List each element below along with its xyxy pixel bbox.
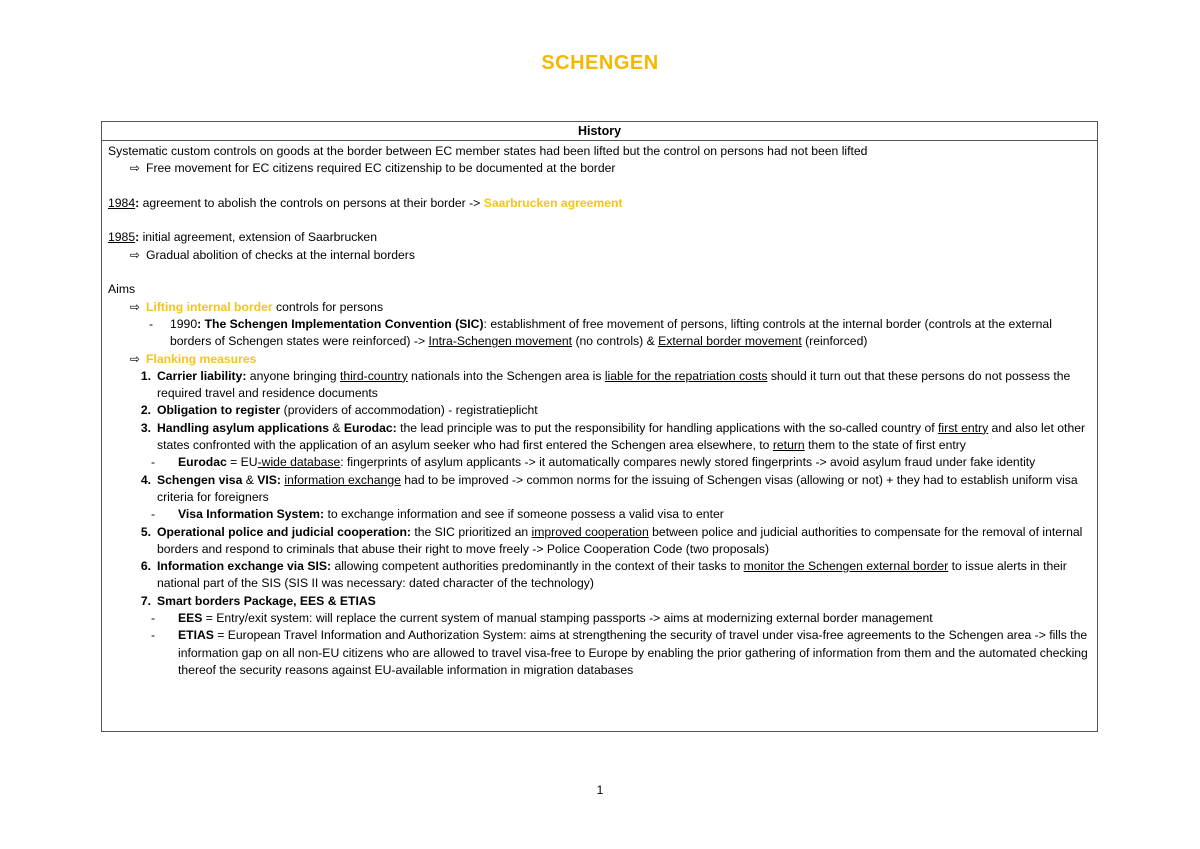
saarbrucken-highlight: Saarbrucken agreement xyxy=(483,195,623,210)
list-item-7-etias: - ETIAS = European Travel Information and Authorization System: aims at strengthening the security of travel under visa-free agreements to the Schengen area -> fills the information gap on all non-EU citizens who are allowed to travel visa-free to Europe by enabling the prior gathering of information from them and the automated checking thereof the security reasons against EU-available information in migration databases xyxy=(151,628,1088,677)
table-header: History xyxy=(102,122,1097,141)
bullet-free-movement xyxy=(108,160,1091,177)
entry-1985: 1985: initial agreement, extension of Saarbrucken xyxy=(108,230,377,245)
arrow-bullet-icon: ⇨ xyxy=(129,161,140,176)
year-1984: 1984 xyxy=(108,195,136,210)
arrow-bullet-icon: ⇨ xyxy=(129,299,140,314)
document-title: SCHENGEN xyxy=(541,52,659,74)
arrow-bullet-icon: ⇨ xyxy=(129,351,140,366)
arrow-bullet-icon: ⇨ xyxy=(129,247,140,262)
bullet-lifting: ⇨ Lifting internal border controls for persons xyxy=(108,299,1091,316)
history-table xyxy=(101,121,1098,732)
aims-label: Aims xyxy=(108,282,136,297)
year-1985: 1985 xyxy=(108,230,136,245)
list-item-5: 5. Operational police and judicial cooperation: the SIC prioritized an improved cooperation between police and judicial authorities to compensate for the removal of internal borders and respond to criminals that abuse their right to move freely -> Police Cooperation Code (two proposals) xyxy=(140,524,1083,556)
page-number: 1 xyxy=(596,783,604,797)
bullet-gradual-abolition: ⇨ Gradual abolition of checks at the internal borders xyxy=(108,247,1091,264)
table-content xyxy=(102,141,1097,679)
sic-item: - 1990: The Schengen Implementation Convention (SIC): establishment of free movement of persons, lifting controls at the internal border (controls at the external borders of Schengen states were reinforced) -> Intra-Schengen movement (no controls) & External border movement (reinforced) xyxy=(149,316,1052,349)
list-item-1: 1. Carrier liability: anyone bringing third-country nationals into the Schengen area is liable for the repatriation costs should it turn out that these persons do not possess the required travel and residence documents xyxy=(140,368,1071,401)
list-item-6: 6. Information exchange via SIS: allowing competent authorities predominantly in the context of their tasks to monitor the Schengen external border to issue alerts in their national part of the SIS (SIS II was necessary: dated character of the technology) xyxy=(140,559,1067,591)
list-item-7: 7. Smart borders Package, EES & ETIAS xyxy=(140,593,376,608)
lifting-highlight: Lifting internal border xyxy=(146,299,273,314)
list-item-4: 4. Schengen visa & VIS: information exchange had to be improved -> common norms for the issuing of Schengen visas (allowing or not) + they had to establish uniform visa criteria for foreigners xyxy=(140,472,1078,504)
flanking-highlight: Flanking measures xyxy=(146,351,257,366)
list-item-7-ees: - EES = Entry/exit system: will replace the current system of manual stamping passports -> aims at modernizing external border management xyxy=(151,611,933,626)
entry-1984: 1984: agreement to abolish the controls on persons at their border -> Saarbrucken agreement xyxy=(108,195,623,210)
list-item-2: 2. Obligation to register (providers of accommodation) - registratieplicht xyxy=(140,403,538,418)
list-item-4-sub: - Visa Information System: to exchange information and see if someone possess a valid visa to enter xyxy=(151,507,724,522)
list-item-3: 3. Handling asylum applications & Eurodac: the lead principle was to put the responsibility for handling applications with the so-called country of first entry and also let other states confronted with the application of an asylum seeker who had first entered the Schengen area elsewhere, to return them to the state of first entry xyxy=(140,420,1086,453)
bullet-flanking xyxy=(108,351,1091,368)
intro-paragraph: Systematic custom controls on goods at the border between EC member states had been lifted but the control on persons had not been lifted xyxy=(108,144,868,158)
list-item-3-sub: - Eurodac = EU-wide database: fingerprints of asylum applicants -> it automatically compares newly stored fingerprints -> avoid asylum fraud under fake identity xyxy=(151,455,1036,470)
bullet-text: Free movement for EC citizens required EC citizenship to be documented at the border xyxy=(146,161,616,176)
